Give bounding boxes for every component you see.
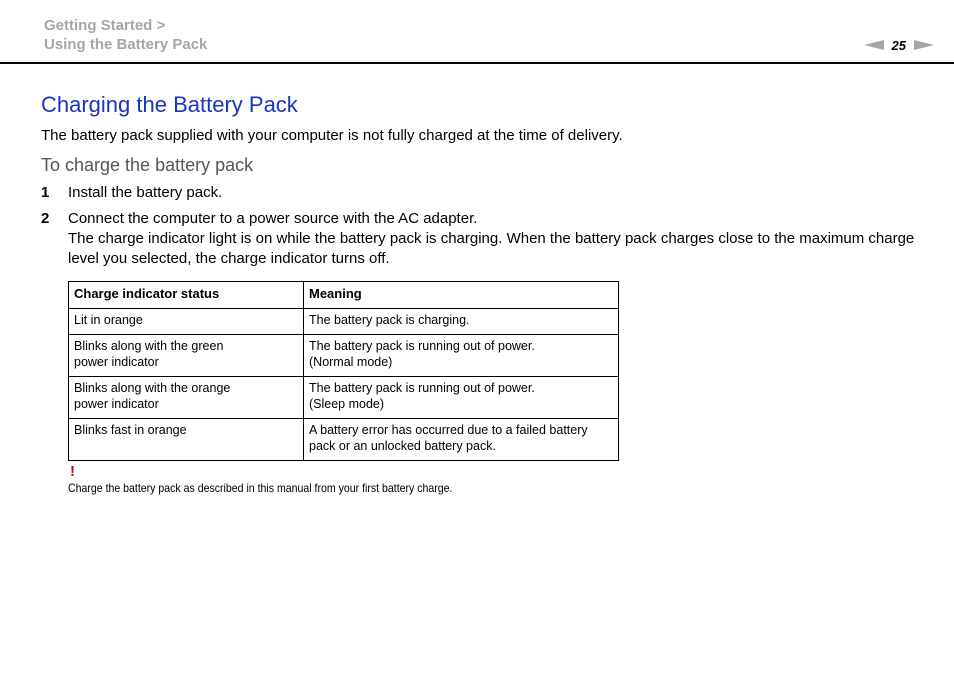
cell-line: power indicator (74, 397, 159, 411)
header-divider (0, 62, 954, 64)
step-number: 1 (41, 184, 50, 201)
breadcrumb-current: Using the Battery Pack (44, 36, 208, 53)
cell-line: power indicator (74, 355, 159, 369)
status-cell (69, 377, 304, 419)
procedure-heading: To charge the battery pack (41, 155, 254, 175)
previous-page-arrow-icon[interactable] (864, 40, 884, 50)
cell-line: Blinks fast in orange (74, 423, 187, 437)
status-cell (69, 335, 304, 377)
next-page-arrow-icon[interactable] (914, 40, 934, 50)
meaning-cell (304, 309, 619, 335)
table-row (69, 377, 619, 419)
table-row (69, 309, 619, 335)
column-header-meaning: Meaning (304, 282, 619, 309)
page-navigation (864, 36, 934, 54)
status-cell (69, 419, 304, 461)
breadcrumb (44, 16, 207, 54)
cell-line: Blinks along with the green (74, 339, 224, 353)
page-number: 25 (891, 37, 906, 53)
cell-line: The battery pack is charging. (309, 313, 470, 327)
cell-line: Lit in orange (74, 313, 143, 327)
breadcrumb-parent-link[interactable]: Getting Started > (44, 17, 166, 34)
step-instruction: Connect the computer to a power source with the AC adapter. (68, 210, 478, 227)
column-header-status: Charge indicator status (69, 282, 304, 309)
section-title: Charging the Battery Pack (41, 92, 298, 117)
table-row (69, 335, 619, 377)
cell-line: (Sleep mode) (309, 397, 385, 411)
status-cell (69, 309, 304, 335)
cell-line: (Normal mode) (309, 355, 393, 369)
step-text (68, 209, 948, 269)
cell-line: pack or an unlocked battery pack. (309, 439, 496, 453)
table-row (69, 419, 619, 461)
cell-line: The battery pack is running out of power. (309, 381, 535, 395)
cell-line: The battery pack is running out of power. (309, 339, 535, 353)
meaning-cell (304, 419, 619, 461)
step-text: Install the battery pack. (68, 184, 223, 201)
caution-note: Charge the battery pack as described in this manual from your first battery charge. (68, 481, 453, 495)
step-detail: The charge indicator light is on while the battery pack is charging. When the battery pack charges close to the maximum charge level you selected, the charge indicator turns off. (68, 230, 915, 267)
table-header-row (69, 282, 619, 309)
cell-line: Blinks along with the orange (74, 381, 231, 395)
intro-paragraph: The battery pack supplied with your computer is not fully charged at the time of delivery. (41, 127, 623, 144)
cell-line: A battery error has occurred due to a failed battery (309, 423, 588, 437)
meaning-cell (304, 377, 619, 419)
caution-icon: ! (70, 463, 75, 480)
charge-indicator-table (68, 281, 619, 461)
step-number: 2 (41, 210, 50, 227)
meaning-cell (304, 335, 619, 377)
